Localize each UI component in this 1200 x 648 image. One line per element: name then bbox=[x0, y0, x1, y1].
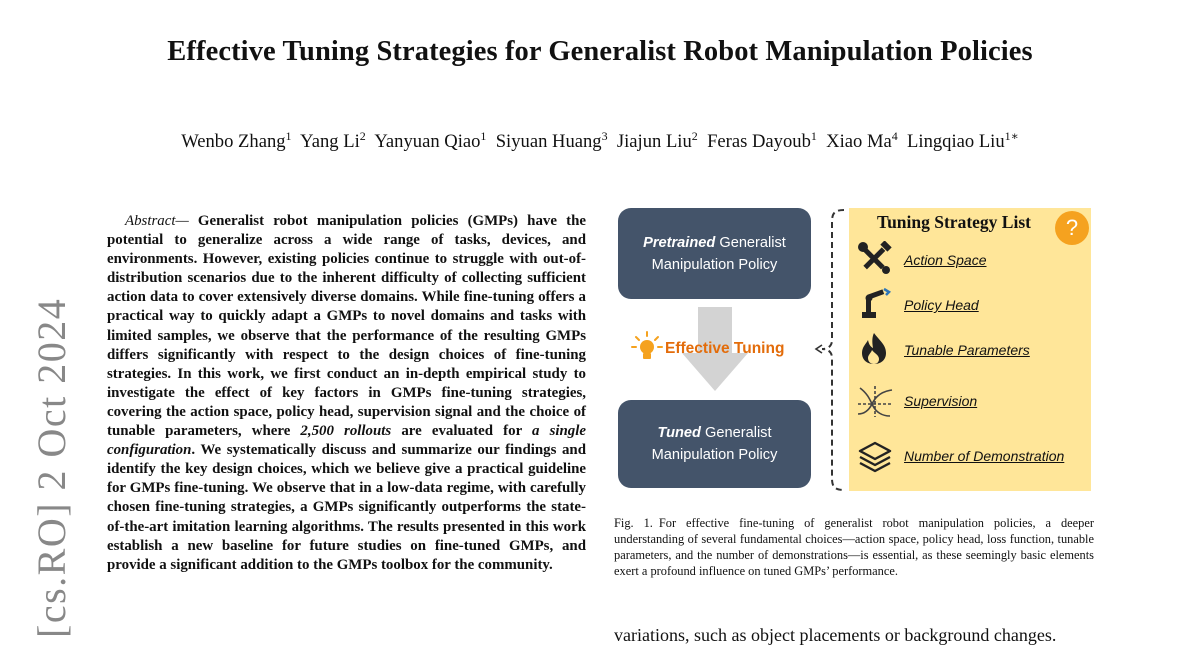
fire-icon bbox=[856, 331, 894, 365]
strategy-supervision: Supervision bbox=[904, 393, 978, 409]
author: Yanyuan Qiao$^1$ bbox=[374, 129, 487, 152]
bracket-connector bbox=[808, 208, 848, 493]
author: Yang Li$^2$ bbox=[300, 129, 366, 152]
tuned-policy-box: Tuned Generalist Manipulation Policy bbox=[618, 400, 811, 488]
author-list bbox=[0, 131, 1200, 153]
robot-arm-icon bbox=[856, 286, 894, 320]
effective-tuning-label: Effective Tuning bbox=[665, 340, 785, 357]
strategy-number-of-demonstration: Number of Demonstration bbox=[904, 448, 1065, 464]
right-column-text: variations, such as object placements or background changes. bbox=[614, 625, 1057, 645]
tuning-strategy-title: Tuning Strategy List bbox=[877, 212, 1031, 232]
author: Jiajun Liu$^2$ bbox=[616, 129, 698, 152]
abstract-label: Abstract— bbox=[125, 213, 189, 229]
curves-icon bbox=[856, 384, 894, 418]
author: Siyuan Huang$^3$ bbox=[495, 129, 608, 152]
pretrained-policy-box: Pretrained Generalist Manipulation Policy bbox=[618, 208, 811, 299]
arxiv-stamp: [cs.RO] 2 Oct 2024 bbox=[29, 297, 74, 638]
lightbulb-icon bbox=[630, 330, 664, 364]
author: Xiao Ma$^4$ bbox=[826, 129, 898, 152]
strategy-tunable-parameters: Tunable Parameters bbox=[904, 342, 1030, 358]
abstract: Abstract— Generalist robot manipulation policies (GMPs) have the potential to generalize across a wide range of tasks, devices, and environments. However, existing policies continue to struggle with out-of-distribution scenarios due to the inherent difficulty of collecting sufficient action data to cover extensively diverse domains. While fine-tuning offers a practical way to quickly adapt a GMPs to novel domains and tasks with limited samples, we observe that the performance of the resulting GMPs differs significantly with respect to the design choices of fine-tuning strategies. In this work, we first conduct an in-depth empirical study to investigate the effect of key factors in GMPs fine-tuning strategies, covering the action space, policy head, supervision signal and the choice of tunable parameters, where 2,500 rollouts are evaluated for a single configuration. We systematically discuss and summarize our findings and identify the key design choices, which we believe give a practical guideline for GMPs fine-tuning. We observe that in a low-data regime, with carefully chosen fine-tuning strategies, a GMPs significantly outperforms the state-of-the-art imitation learning algorithms. The results presented in this work establish a new baseline for future studies on fine-tuned GMPs, and provide a significant addition to the GMPs toolbox for the community. bbox=[107, 213, 586, 573]
strategy-policy-head: Policy Head bbox=[904, 297, 979, 313]
question-icon: ? bbox=[1055, 211, 1089, 245]
layers-icon bbox=[856, 440, 894, 474]
author: Wenbo Zhang$^1$ bbox=[181, 129, 292, 152]
author: Lingqiao Liu$^{1∗}$ bbox=[907, 129, 1019, 152]
strategy-action-space: Action Space bbox=[904, 252, 987, 268]
tools-icon bbox=[856, 241, 894, 275]
author: Feras Dayoub$^1$ bbox=[707, 129, 817, 152]
figure-caption: Fig. 1. For effective fine-tuning of generalist robot manipulation policies, a deeper understanding of several fundamental choices—action space, policy head, loss function, tunable parameters, and the number of demonstrations—is essential, as these seemingly basic elements exert a profound influence on tuned GMPs’ performance. bbox=[614, 516, 1094, 578]
paper-title: Effective Tuning Strategies for Generalist Robot Manipulation Policies bbox=[167, 36, 1033, 67]
